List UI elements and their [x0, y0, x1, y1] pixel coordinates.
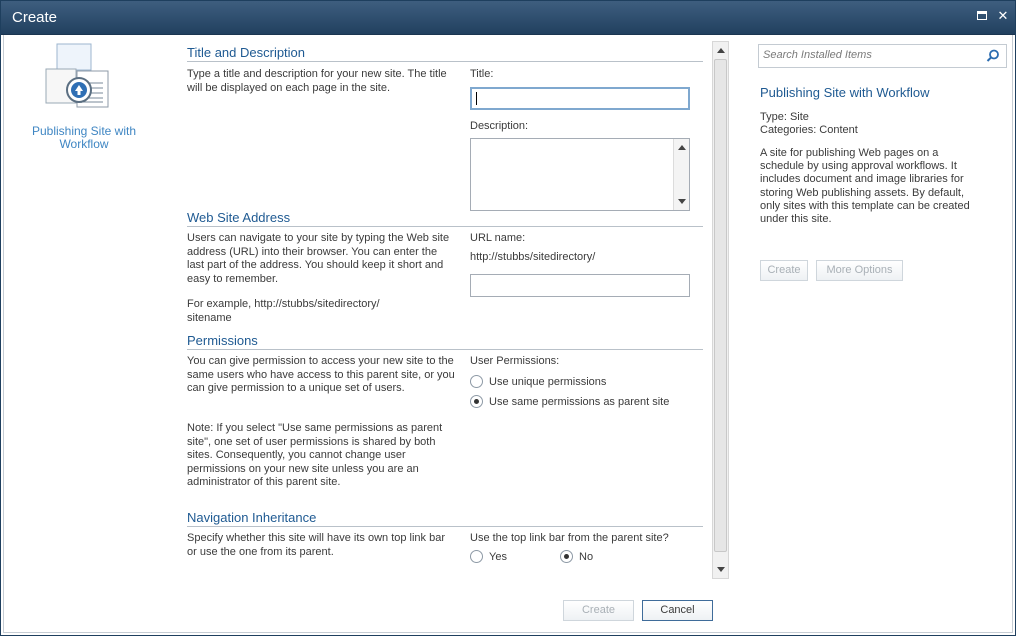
- description-label: Description:: [470, 120, 529, 132]
- create-button-secondary[interactable]: Create: [760, 260, 808, 281]
- radio-unique-permissions[interactable]: Use unique permissions: [470, 375, 700, 395]
- radio-button-selected[interactable]: [470, 395, 483, 408]
- section-heading: Web Site Address: [187, 210, 703, 227]
- detail-description: A site for publishing Web pages on a schedule by using approval workflows. It includes document and image libraries for storing Web publishing assets. By default, only sites with this template can be created under this site.: [760, 147, 970, 226]
- radio-button-selected[interactable]: [560, 550, 573, 563]
- radio-same-permissions[interactable]: Use same permissions as parent site: [470, 395, 700, 415]
- section-description: You can give permission to access your new site to the same users who have access to this parent site, or you can give permission to a unique set of users.: [187, 355, 455, 394]
- dialog-title: Create: [12, 9, 58, 26]
- radio-button[interactable]: [470, 375, 483, 388]
- search-icon[interactable]: [986, 49, 1000, 63]
- url-example: For example, http://stubbs/sitedirectory/ sitename: [187, 298, 380, 324]
- create-form: [183, 43, 707, 583]
- scrollbar-thumb[interactable]: [714, 59, 727, 552]
- section-heading: Title and Description: [187, 45, 703, 62]
- url-input[interactable]: [470, 274, 690, 297]
- search-box[interactable]: [758, 44, 1007, 68]
- scroll-down-icon[interactable]: [717, 567, 725, 572]
- dialog-titlebar: [1, 1, 1015, 35]
- radio-button[interactable]: [470, 550, 483, 563]
- url-prefix: http://stubbs/sitedirectory/: [470, 251, 596, 263]
- section-title-description: [187, 45, 703, 210]
- url-label: URL name:: [470, 232, 526, 244]
- close-icon[interactable]: ✕: [997, 8, 1009, 23]
- title-input[interactable]: [470, 87, 690, 110]
- cancel-button[interactable]: Cancel: [642, 600, 713, 621]
- section-heading: Navigation Inheritance: [187, 510, 703, 527]
- maximize-icon[interactable]: [977, 10, 989, 22]
- section-web-address: [187, 210, 703, 333]
- scroll-up-icon[interactable]: [678, 145, 686, 150]
- text-caret: [476, 92, 477, 105]
- detail-categories: Categories: Content: [760, 124, 858, 136]
- textarea-scrollbar[interactable]: [673, 139, 689, 210]
- top-link-bar-label: Use the top link bar from the parent site?: [470, 532, 669, 544]
- scroll-down-icon[interactable]: [678, 199, 686, 204]
- description-textarea[interactable]: [470, 138, 690, 211]
- section-permissions: [187, 333, 703, 509]
- section-navigation: Navigation Inheritance Specify whether this site will have its own top link bar or use the one from its parent. Use the top link bar from the parent site? Yes No: [187, 510, 703, 583]
- title-label: Title:: [470, 68, 494, 80]
- search-input[interactable]: Search Installed Items: [763, 49, 872, 61]
- detail-title: Publishing Site with Workflow: [760, 85, 930, 100]
- user-permissions-label: User Permissions:: [470, 355, 560, 367]
- more-options-button[interactable]: More Options: [816, 260, 903, 281]
- create-button[interactable]: Create: [563, 600, 634, 621]
- section-description: Users can navigate to your site by typing the Web site address (URL) into their browser. You can enter the last part of the address. You should keep it short and easy to remember.: [187, 232, 450, 285]
- permissions-note: Note: If you select "Use same permissions as parent site", one set of user permissions is shared by both sites. Consequently, you cannot change user permissions on your new site unless you are an administrator of this parent site.: [187, 422, 443, 488]
- section-description: Specify whether this site will have its own top link bar or use the one from its parent.: [187, 532, 446, 558]
- form-scrollbar[interactable]: [712, 41, 729, 579]
- section-description: Type a title and description for your new site. The title will be displayed on each page in the site.: [187, 68, 447, 94]
- section-heading: Permissions: [187, 333, 703, 350]
- detail-type: Type: Site: [760, 111, 809, 123]
- template-label[interactable]: Publishing Site with Workflow: [31, 124, 137, 151]
- site-template-icon[interactable]: [43, 43, 113, 113]
- scroll-up-icon[interactable]: [717, 48, 725, 53]
